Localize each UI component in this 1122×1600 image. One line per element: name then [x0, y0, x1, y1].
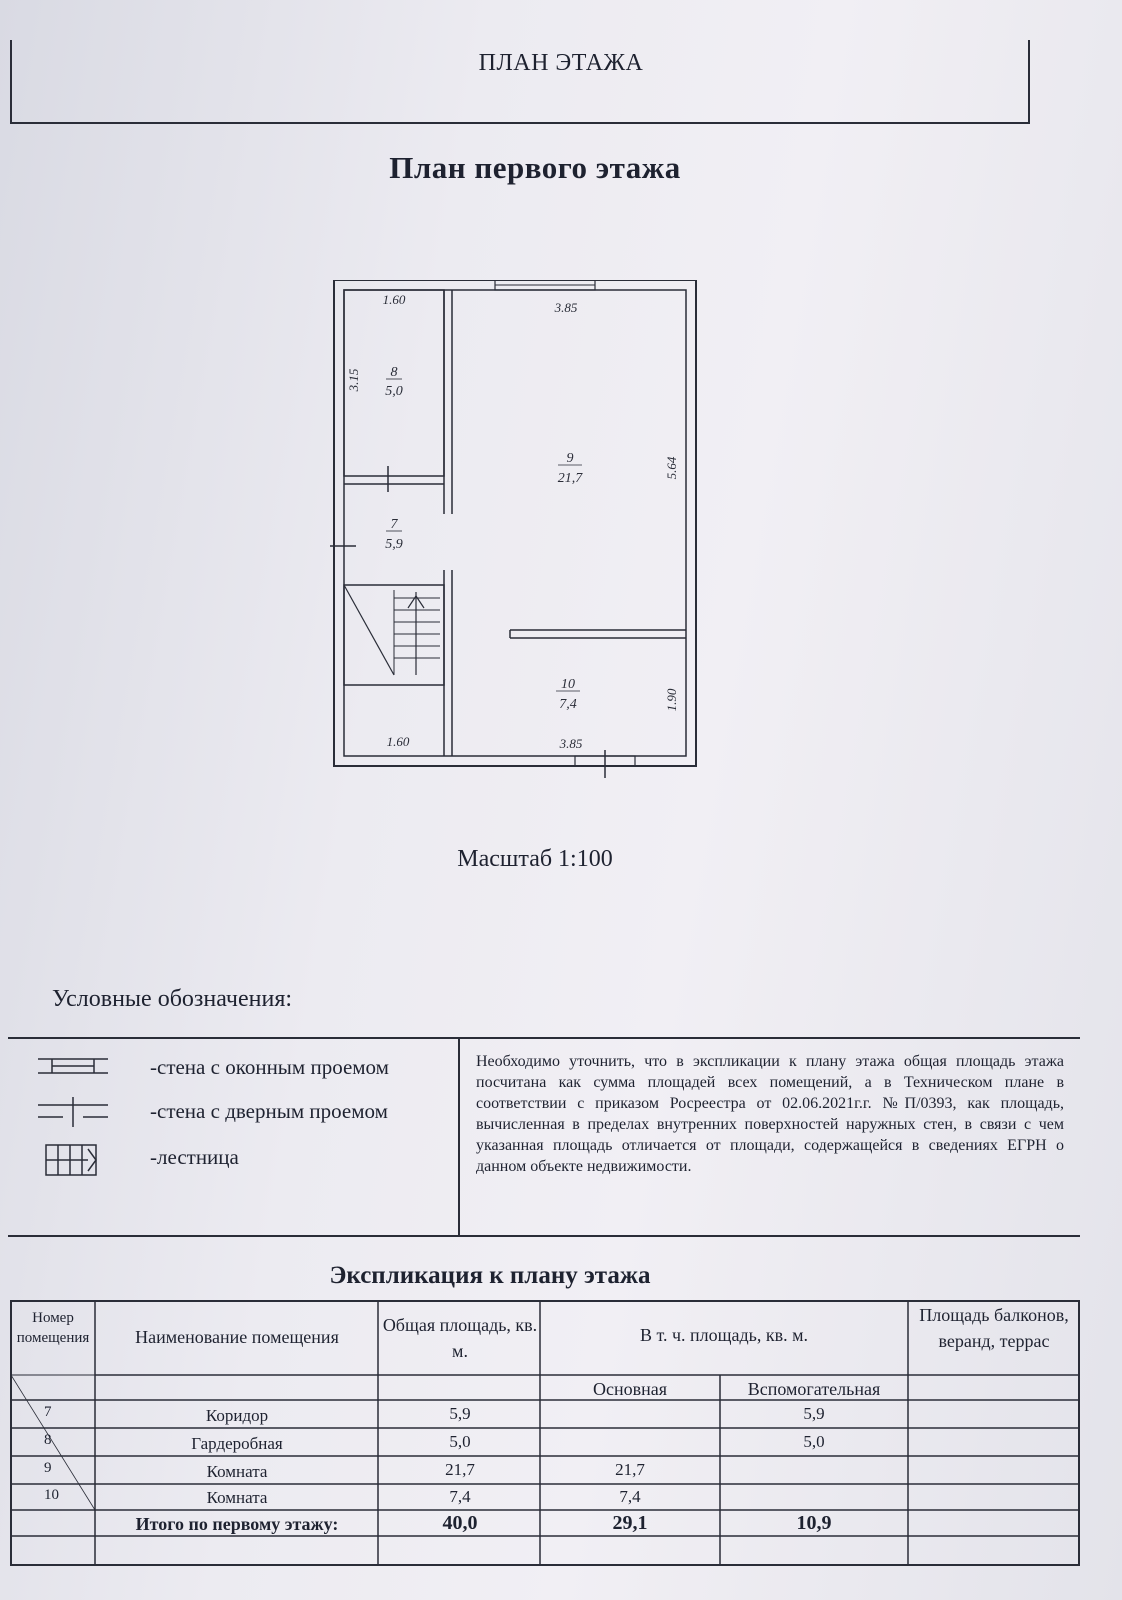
row-9-total: 21,7 [445, 1460, 475, 1479]
row-9-number: 9 [44, 1460, 52, 1476]
header-name: Наименование помещения [135, 1327, 339, 1347]
row-8-total: 5,0 [449, 1432, 471, 1451]
legend-label-stairs: -лестница [150, 1145, 239, 1169]
header-aux: Вспомогательная [747, 1379, 881, 1399]
row-7-aux: 5,9 [803, 1404, 825, 1423]
row-10-name: Комната [206, 1488, 268, 1507]
legend-divider [458, 1039, 460, 1235]
room-10-area: 7,4 [559, 697, 577, 712]
scale-label: Масштаб 1:100 [457, 846, 613, 872]
door-wall-icon [38, 1097, 108, 1127]
staircase-icon [38, 1143, 108, 1177]
dim-left-side: 3.15 [346, 368, 361, 392]
row-8-aux: 5,0 [803, 1432, 825, 1451]
total-main: 29,1 [612, 1512, 648, 1534]
room-7-area: 5,9 [385, 537, 403, 552]
row-9-name: Комната [206, 1462, 268, 1481]
explication-table [10, 1300, 1082, 1568]
legend-label-window: -стена с оконным проемом [150, 1055, 389, 1079]
room-9-number: 9 [566, 451, 574, 466]
legend-item-window [38, 1049, 458, 1089]
dim-right-side: 5.64 [664, 456, 679, 480]
header-title: ПЛАН ЭТАЖА [478, 50, 644, 76]
room-9-area: 21,7 [557, 471, 583, 486]
header-balcony: Площадь балконов, веранд, террас [919, 1305, 1069, 1351]
dim-bottom-left: 1.60 [386, 734, 410, 749]
row-7-name: Коридор [205, 1406, 269, 1425]
dim-top-left: 1.60 [382, 292, 406, 307]
row-7-number: 7 [44, 1404, 52, 1420]
legend-title: Условные обозначения: [52, 986, 293, 1012]
dim-bottom-right: 3.85 [559, 736, 583, 751]
header-total: Общая площадь, кв. м. [382, 1315, 538, 1361]
floor-plan [330, 280, 720, 790]
row-10-main: 7,4 [619, 1487, 641, 1506]
row-8-name: Гардеробная [191, 1434, 283, 1453]
header-main: Основная [592, 1379, 668, 1399]
room-7-number: 7 [390, 517, 398, 532]
row-10-total: 7,4 [449, 1487, 471, 1506]
row-7-total: 5,9 [449, 1404, 471, 1423]
row-9-main: 21,7 [615, 1460, 645, 1479]
floor-plan-drawing [330, 280, 720, 790]
legend-box [8, 1037, 1080, 1237]
header-incl: В т. ч. площадь, кв. м. [639, 1325, 809, 1345]
header-number: Номер помещения [16, 1310, 90, 1346]
total-aux: 10,9 [796, 1512, 832, 1534]
dim-top-right: 3.85 [554, 300, 578, 315]
total-total: 40,0 [442, 1512, 478, 1534]
legend-label-door: -стена с дверным проемом [150, 1099, 388, 1123]
legend-item-stairs [38, 1139, 458, 1179]
room-10-number: 10 [561, 677, 575, 692]
room-8-area: 5,0 [385, 384, 403, 399]
room-8-number: 8 [390, 365, 398, 380]
legend-item-door [38, 1093, 458, 1133]
legend-note: Необходимо уточнить, что в экспликации к плану этажа общая площадь этажа посчитана как сумма площадей всех помещений, а в Техническом плане в соответствии с приказом Росреестра от 02.06.2021г.г. №П/0393, как площадь, вычисленная в пределах внутренних поверхностей наружных стен, в связи с чем указанная площадь отличается от площади, содержащейся в сведениях ЕГРН о данном объекте недвижимости. [476, 1053, 1064, 1175]
plan-title: План первого этажа [389, 150, 681, 185]
dim-right-lower: 1.90 [664, 688, 679, 712]
total-label: Итого по первому этажу: [135, 1514, 339, 1534]
window-wall-icon [38, 1053, 108, 1079]
explication-title: Экспликация к плану этажа [329, 1262, 651, 1289]
row-10-number: 10 [44, 1487, 59, 1503]
outer-wall-outer [334, 280, 696, 766]
row-8-number: 8 [44, 1432, 52, 1448]
